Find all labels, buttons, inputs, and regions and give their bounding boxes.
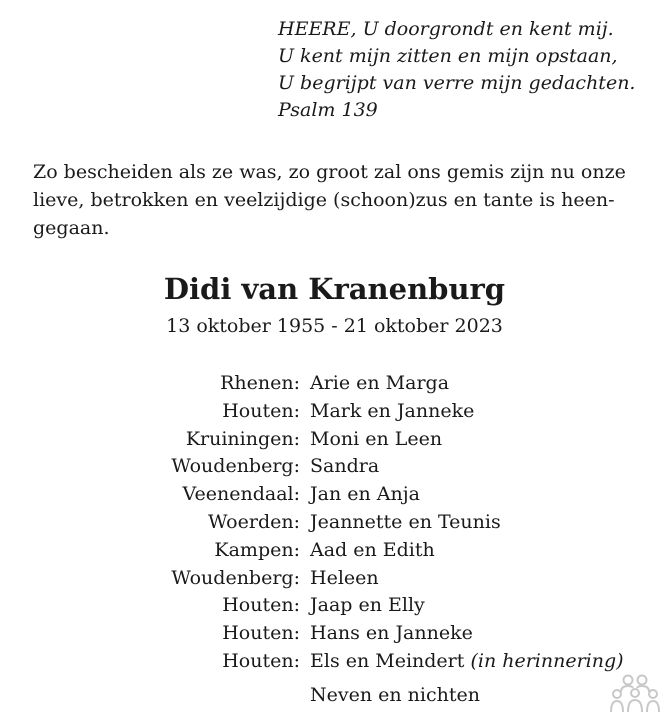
- verse-line: HEERE, U doorgrondt en kent mij.: [278, 18, 614, 40]
- family-place: Woerden:: [207, 510, 300, 533]
- intro-text: [33, 158, 653, 242]
- family-row: [0, 370, 669, 398]
- family-row: [0, 565, 669, 593]
- family-names: Heleen: [310, 566, 379, 589]
- family-place: Rhenen:: [220, 372, 300, 394]
- family-row: [0, 481, 669, 509]
- closing-line: Neven en nichten: [310, 684, 480, 706]
- family-place: Houten:: [222, 622, 300, 645]
- family-place: Houten:: [222, 594, 300, 617]
- family-row: [0, 453, 669, 481]
- deceased-name: Didi van Kranenburg: [163, 272, 506, 306]
- family-names: Els en Meindert (in herinnering): [310, 649, 624, 672]
- family-names: Jeannette en Teunis: [310, 510, 501, 533]
- verse-line: U begrijpt van verre mijn gedachten.: [278, 72, 636, 94]
- family-names: Arie en Marga: [310, 372, 450, 394]
- family-row: [0, 426, 669, 454]
- family-names: Jan en Anja: [310, 483, 420, 506]
- family-place: Veenendaal:: [182, 483, 300, 506]
- family-place: Woudenberg:: [171, 566, 300, 589]
- family-names: Moni en Leen: [310, 427, 443, 450]
- bible-verse: [278, 16, 635, 124]
- verse-reference: Psalm 139: [278, 99, 378, 121]
- family-names: Hans en Janneke: [310, 622, 473, 645]
- family-row: [0, 620, 669, 648]
- family-names: Mark en Janneke: [310, 399, 475, 422]
- intro-line: Zo bescheiden als ze was, zo groot zal ons gemis zijn nu onze: [33, 161, 626, 183]
- family-list: [0, 370, 669, 676]
- family-row: [0, 509, 669, 537]
- family-place: Kampen:: [214, 538, 300, 561]
- family-names: Aad en Edith: [310, 538, 435, 561]
- family-row: [0, 398, 669, 426]
- intro-line: gegaan.: [33, 217, 110, 239]
- family-row: [0, 648, 669, 676]
- family-place: Houten:: [222, 649, 300, 672]
- family-place: Houten:: [222, 399, 300, 422]
- life-dates: 13 oktober 1955 - 21 oktober 2023: [166, 315, 503, 337]
- intro-line: lieve, betrokken en veelzijdige (schoon)zus en tante is heen-: [33, 189, 615, 211]
- family-people-icon: [609, 672, 661, 716]
- family-place: Woudenberg:: [171, 455, 300, 478]
- family-row: [0, 592, 669, 620]
- family-row: [0, 537, 669, 565]
- family-names: Sandra: [310, 455, 380, 478]
- family-place: Kruiningen:: [185, 427, 300, 450]
- memorial-note: (in herinnering): [470, 649, 624, 672]
- family-names: Jaap en Elly: [310, 594, 425, 617]
- verse-line: U kent mijn zitten en mijn opstaan,: [278, 45, 618, 67]
